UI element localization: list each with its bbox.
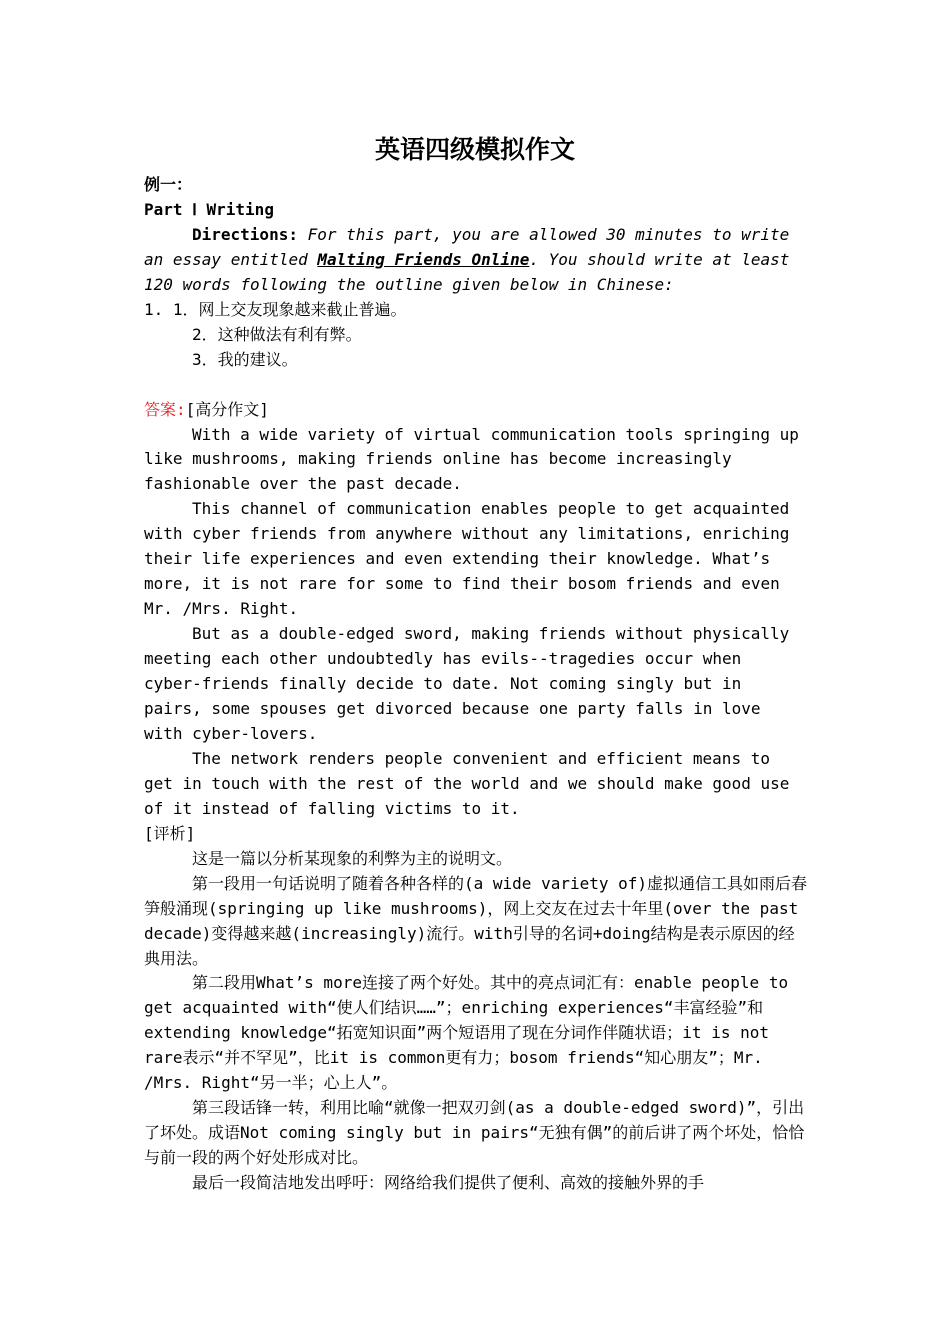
analysis-paragraph-4: 第三段话锋一转，利用比喻“就像一把双刃剑(as a double-edged sword)”，引出了坏处。成语Not coming singly but in pairs“无独有偶”的前后讲了两个坏处，恰恰与前一段的两个好处形成对比。 [144, 1098, 805, 1168]
essay-paragraph-1: With a wide variety of virtual communication tools springing up like mushrooms, making friends online has become increasingly fashionable over the past decade. [144, 424, 799, 494]
essay-title: Malting Friends Online [317, 249, 530, 269]
analysis-paragraph-2: 第一段用一句话说明了随着各种各样的(a wide variety of)虚拟通信工具如雨后春笋般涌现(springing up like mushrooms)，网上交友在过去十年里(over the past decade)变得越来越(increasingly)流行。with引导的名词+doing结构是表示原因的经典用法。 [144, 873, 808, 968]
spacer [144, 373, 808, 398]
answer-tag: [高分作文] [185, 399, 269, 419]
answer-heading [144, 398, 808, 423]
directions-paragraph [144, 223, 808, 298]
answer-label: 答案: [144, 399, 186, 419]
directions-text-before: For this part, you are allowed 30 minutes to write an essay entitled [144, 224, 790, 269]
document-body [144, 173, 808, 1196]
outline-item-2: 2．这种做法有利有弊。 [192, 324, 362, 344]
essay-paragraph-2: This channel of communication enables people to get acquainted with cyber friends from anywhere without any limitations, enriching their life experiences and even extending their knowledge. What’s more, it is not rare for some to find their bosom friends and even Mr. /Mrs. Right. [144, 499, 790, 619]
analysis-label: [评析] [144, 823, 196, 843]
analysis-paragraph-1: 这是一篇以分析某现象的利弊为主的说明文。 [192, 848, 513, 868]
example-label: 例一： [144, 175, 193, 194]
essay-paragraph-4: The network renders people convenient and efficient means to get in touch with the rest of the world and we should make good use of it instead of falling victims to it. [144, 748, 790, 818]
analysis-paragraph-3: 第二段用What’s more连接了两个好处。其中的亮点词汇有：enable people to get acquainted with“使人们结识……”；enriching experiences“丰富经验”和extending knowledge“拓宽知识面”两个短语用了现在分词作伴随状语；it is not rare表示“并不罕见”，比it is common更有力；bosom friends“知心朋友”；Mr. /Mrs. Right“另一半；心上人”。 [144, 973, 789, 1093]
directions-text-after: . You should write at least 120 words following the outline given below in Chinese: [144, 249, 790, 294]
outline-item-3: 3．我的建议。 [192, 349, 298, 369]
directions-label: Directions: [192, 224, 298, 244]
part-label: Part Ⅰ Writing [144, 199, 274, 219]
document-title: 英语四级模拟作文 [374, 135, 575, 164]
outline-item-1: 1. 1．网上交友现象越来截止普遍。 [144, 299, 407, 319]
analysis-paragraph-5: 最后一段简洁地发出呼吁：网络给我们提供了便利、高效的接触外界的手 [192, 1173, 705, 1193]
essay-paragraph-3: But as a double-edged sword, making friends without physically meeting each other undoubtedly has evils--tragedies occur when cyber-friends finally decide to date. Not coming singly but in pairs, some spouses get divorced because one party falls in love with cyber-lovers. [144, 624, 790, 743]
